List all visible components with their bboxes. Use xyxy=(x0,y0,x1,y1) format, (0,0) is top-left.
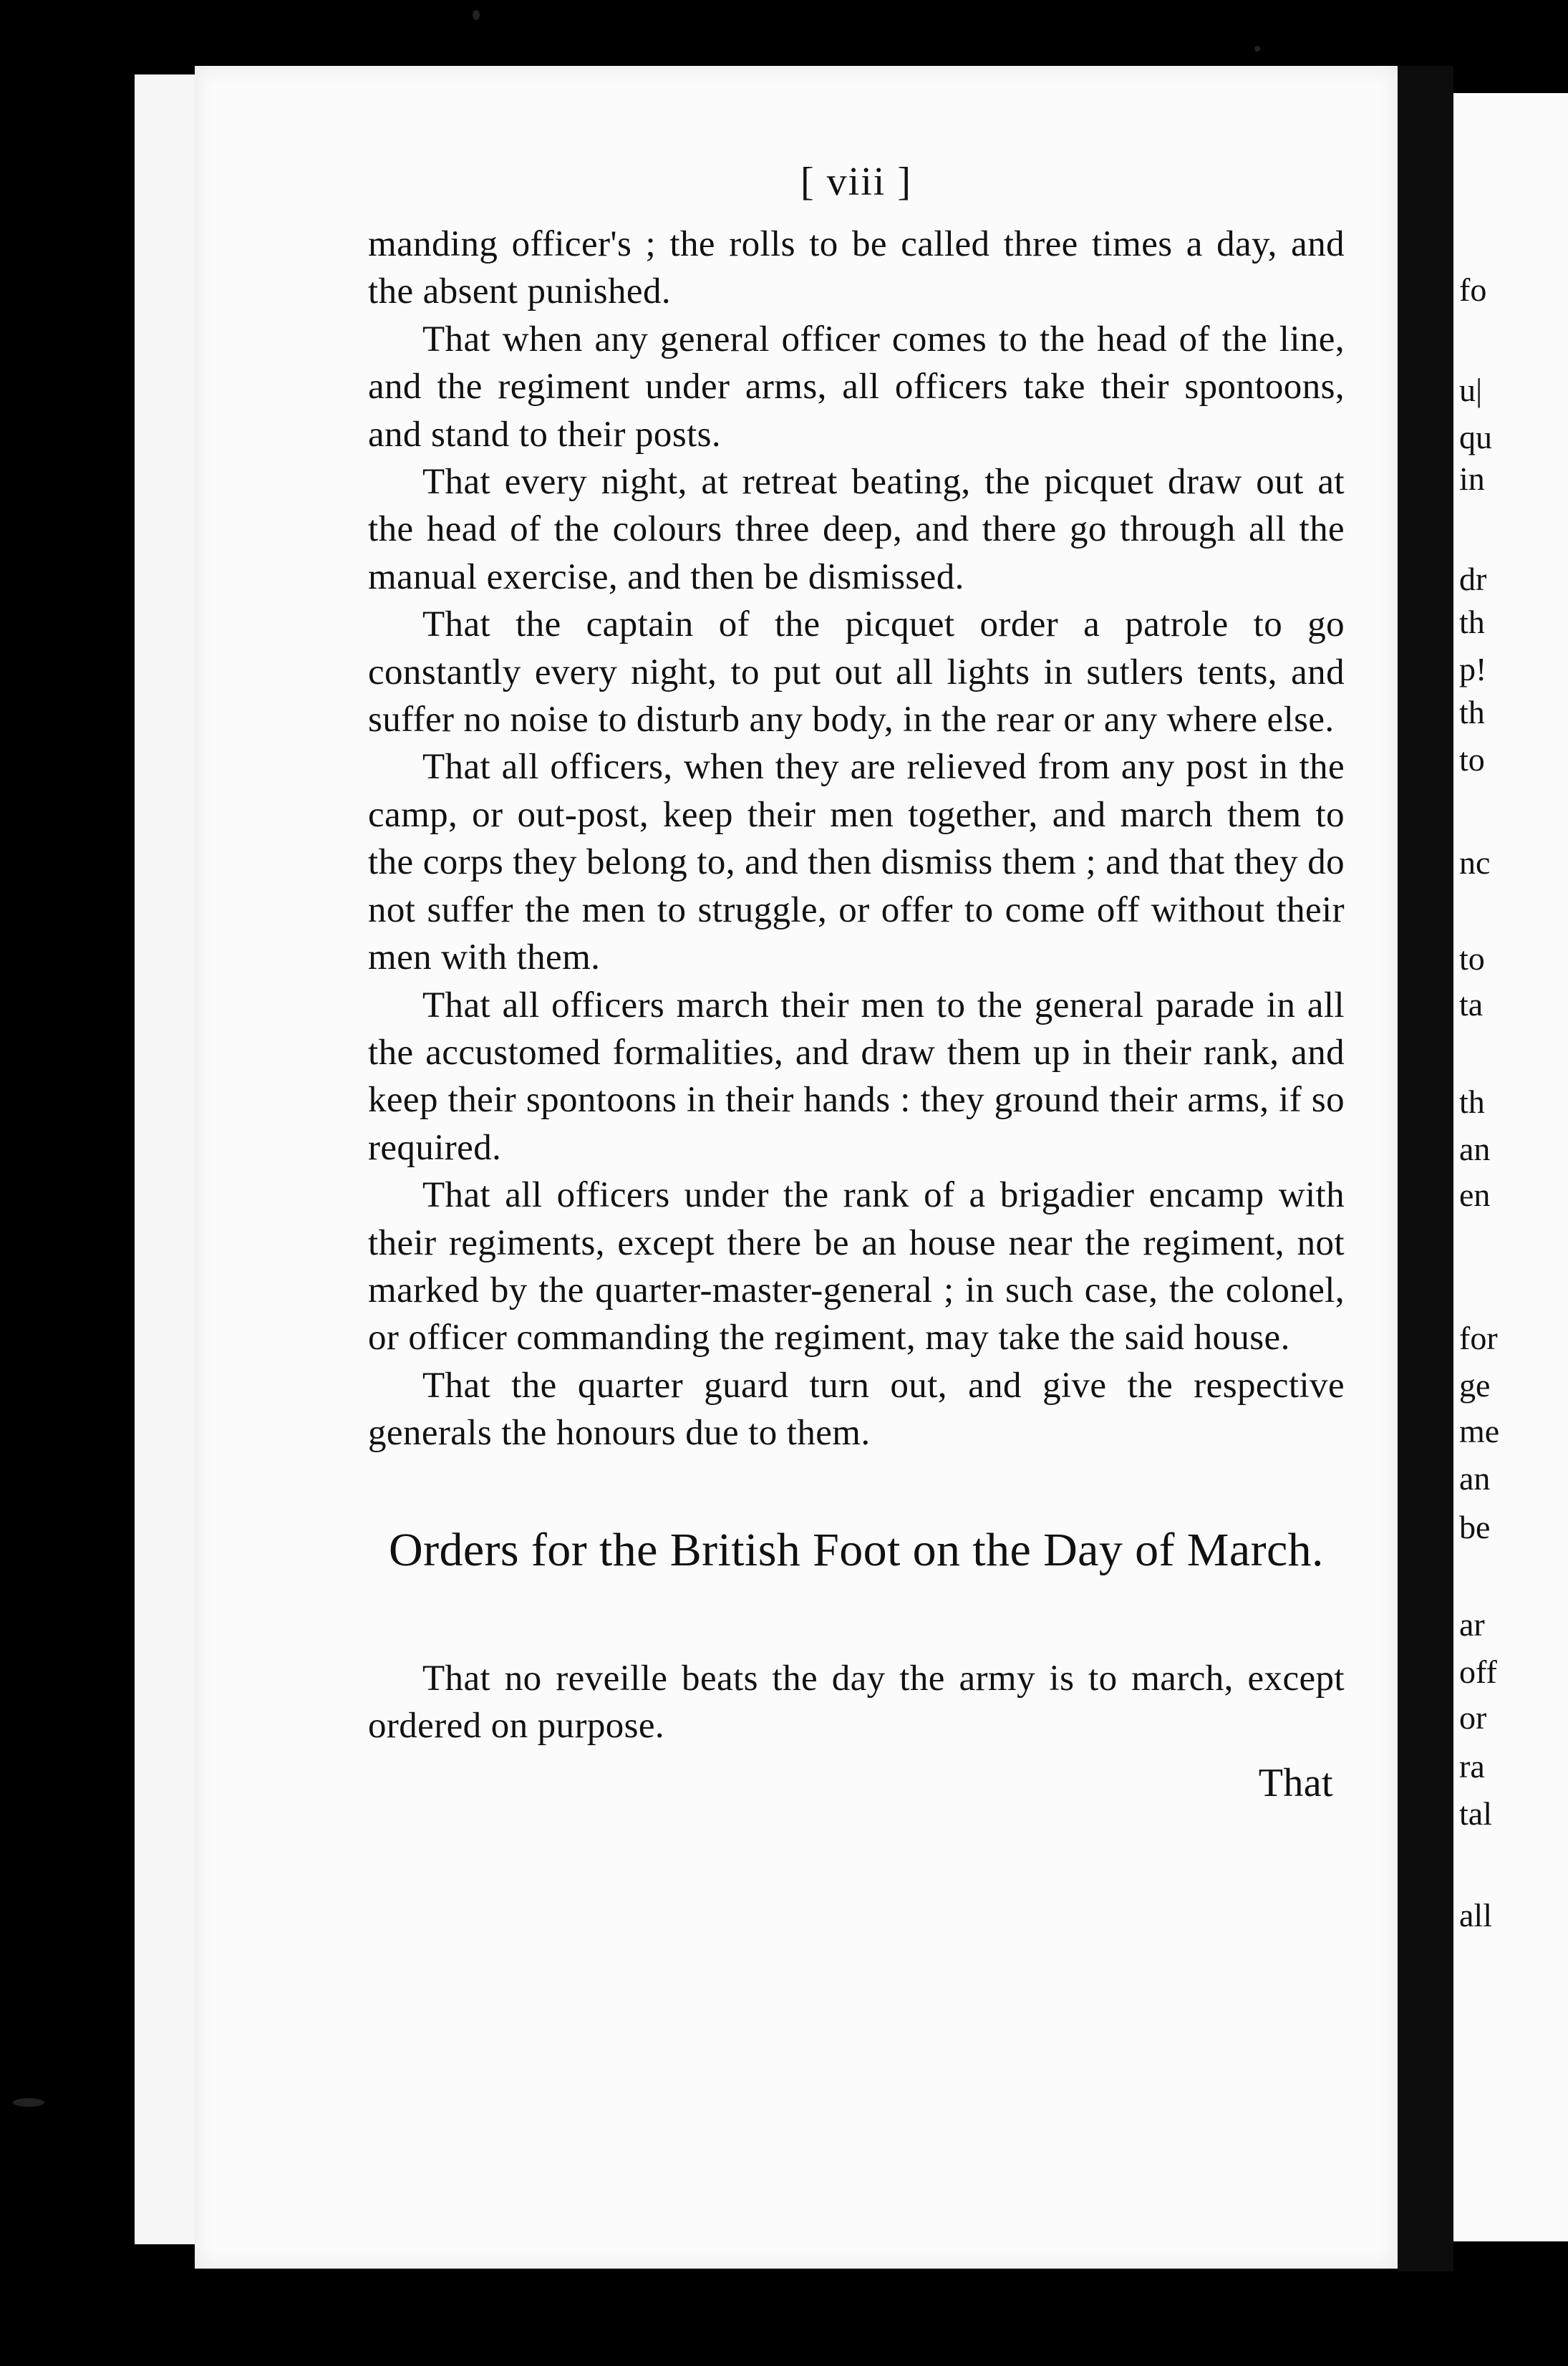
paragraph: That all officers, when they are relieved from any post in the camp, or out-post, keep their men together, and march them to the corps they belong to, and then dismiss them ; and that they do not suffer the men to struggle, or offer to come off without their men with them. xyxy=(368,747,1345,978)
facing-page xyxy=(1453,93,1568,2241)
paragraph: That the captain of the picquet order a patrole to go constantly every night, to put out all lights in sutlers tents, and suffer no noise to disturb any body, in the rear or any where else. xyxy=(368,604,1345,740)
facing-page-fragment: u| xyxy=(1459,372,1483,408)
paragraph: manding officer's ; the rolls to be called three times a day, and the absent punished. xyxy=(368,224,1345,312)
facing-page-fragment: en xyxy=(1459,1177,1491,1213)
facing-page-fragment: th xyxy=(1459,604,1485,640)
facing-page-fragment: dr xyxy=(1459,561,1487,597)
facing-page-fragment: th xyxy=(1459,1083,1485,1120)
facing-page-fragment: ra xyxy=(1459,1748,1485,1785)
facing-page-fragment: nc xyxy=(1459,844,1491,881)
page-header: [ viii ] xyxy=(800,160,912,204)
catchword: That xyxy=(1258,1761,1333,1806)
facing-page-fragment: ta xyxy=(1459,986,1484,1023)
paragraph: That the quarter guard turn out, and give the respective generals the honours due to them. xyxy=(368,1365,1345,1454)
paragraph: That all officers under the rank of a brigadier encamp with their regiments, except there be an house near the regiment, not marked by the quarter-master-general ; in such case, the colonel, or officer commanding the regiment, may take the said house. xyxy=(368,1175,1345,1358)
paragraph: That no reveille beats the day the army is to march, except ordered on purpose. xyxy=(368,1658,1345,1746)
facing-page-fragment: all xyxy=(1459,1897,1492,1933)
paragraph: That all officers march their men to the general parade in all the accustomed formalities, and draw them up in their rank, and keep their spontoons in their hands : they ground their arms, if so required. xyxy=(368,985,1345,1168)
facing-page-fragment: ge xyxy=(1459,1367,1491,1404)
facing-page-fragment: me xyxy=(1459,1413,1500,1449)
book-gutter xyxy=(1398,66,1453,2271)
scan-speck xyxy=(1254,46,1260,52)
paragraph: That when any general officer comes to the head of the line, and the regiment under arms, all officers take their spontoons, and stand to their posts. xyxy=(368,319,1345,455)
scan-speck xyxy=(473,10,480,20)
scan-speck xyxy=(13,2098,44,2107)
facing-page-fragment: an xyxy=(1459,1460,1491,1497)
facing-page-fragment: for xyxy=(1459,1320,1498,1356)
section-heading: Orders for the British Foot on the Day of March. xyxy=(389,1523,1324,1576)
facing-page-fragment: fo xyxy=(1459,271,1487,308)
facing-page-fragment: qu xyxy=(1459,419,1492,455)
facing-page-fragment: tal xyxy=(1459,1795,1492,1832)
facing-page-fragment: in xyxy=(1459,460,1485,497)
facing-page-fragment: be xyxy=(1459,1509,1491,1545)
facing-page-fragment: or xyxy=(1459,1699,1487,1736)
facing-page-fragment: p! xyxy=(1459,651,1487,687)
facing-page-fragment: to xyxy=(1459,940,1485,977)
facing-page-fragment: th xyxy=(1459,694,1485,730)
facing-page-fragment: an xyxy=(1459,1131,1491,1167)
facing-page-fragment: ar xyxy=(1459,1606,1485,1643)
facing-page-fragment: off xyxy=(1459,1653,1497,1690)
paragraph: That every night, at retreat beating, the picquet draw out at the head of the colours three deep, and there go through all the manual exercise, and then be dismissed. xyxy=(368,462,1345,597)
page-text xyxy=(368,149,1345,1807)
facing-page-fragment: to xyxy=(1459,741,1485,778)
